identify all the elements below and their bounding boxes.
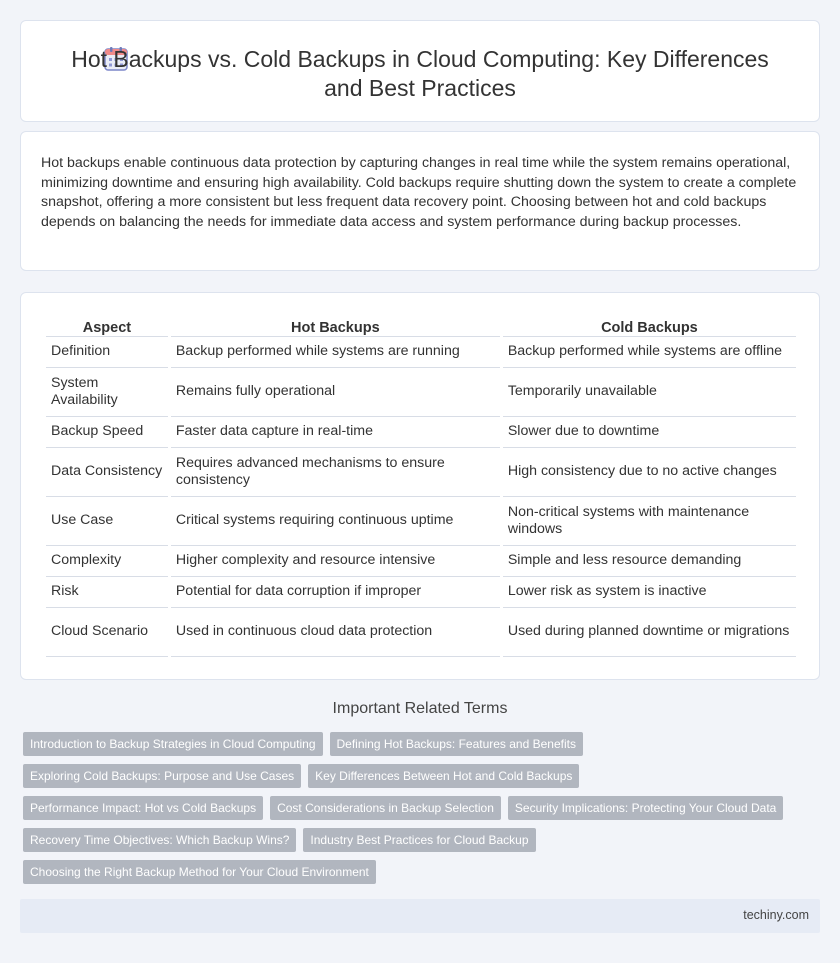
related-term-tag[interactable]: Key Differences Between Hot and Cold Backups <box>308 764 579 788</box>
cell-aspect: Complexity <box>46 546 168 577</box>
related-terms-list <box>23 732 803 892</box>
table-row <box>46 608 796 657</box>
cell-cold: Lower risk as system is inactive <box>503 577 796 608</box>
cell-aspect: Backup Speed <box>46 417 168 448</box>
header-aspect: Aspect <box>46 315 168 337</box>
cell-hot: Requires advanced mechanisms to ensure consistency <box>171 448 500 497</box>
cell-hot: Critical systems requiring continuous uptime <box>171 497 500 546</box>
related-term-tag[interactable]: Choosing the Right Backup Method for Your Cloud Environment <box>23 860 376 884</box>
cell-hot: Higher complexity and resource intensive <box>171 546 500 577</box>
summary-card <box>20 131 820 271</box>
table-row <box>46 546 796 577</box>
cell-aspect: Use Case <box>46 497 168 546</box>
cell-hot: Faster data capture in real-time <box>171 417 500 448</box>
cell-cold: Backup performed while systems are offline <box>503 337 796 368</box>
cell-aspect: System Availability <box>46 368 168 417</box>
comparison-table <box>43 315 799 657</box>
cell-cold: Slower due to downtime <box>503 417 796 448</box>
cell-hot: Backup performed while systems are running <box>171 337 500 368</box>
related-term-tag[interactable]: Recovery Time Objectives: Which Backup Wins? <box>23 828 296 852</box>
page-title: Hot Backups vs. Cold Backups in Cloud Computing: Key Differences and Best Practices <box>71 46 769 101</box>
table-row <box>46 497 796 546</box>
table-row <box>46 417 796 448</box>
cell-aspect: Data Consistency <box>46 448 168 497</box>
cell-aspect: Definition <box>46 337 168 368</box>
cell-aspect: Risk <box>46 577 168 608</box>
table-header-row <box>46 315 796 337</box>
related-term-tag[interactable]: Exploring Cold Backups: Purpose and Use Cases <box>23 764 301 788</box>
related-term-tag[interactable]: Cost Considerations in Backup Selection <box>270 796 501 820</box>
table-row <box>46 448 796 497</box>
footer-site-link[interactable]: techiny.com <box>743 908 809 922</box>
table-row <box>46 368 796 417</box>
header-card <box>20 20 820 122</box>
cell-aspect: Cloud Scenario <box>46 608 168 657</box>
related-term-tag[interactable]: Introduction to Backup Strategies in Cloud Computing <box>23 732 323 756</box>
header-cold-backups: Cold Backups <box>503 315 796 337</box>
related-term-tag[interactable]: Industry Best Practices for Cloud Backup <box>303 828 535 852</box>
cell-cold: Simple and less resource demanding <box>503 546 796 577</box>
header-hot-backups: Hot Backups <box>171 315 500 337</box>
cell-cold: Non-critical systems with maintenance windows <box>503 497 796 546</box>
related-terms-title: Important Related Terms <box>332 700 508 717</box>
comparison-table-card <box>20 292 820 680</box>
cell-hot: Used in continuous cloud data protection <box>171 608 500 657</box>
cell-cold: Temporarily unavailable <box>503 368 796 417</box>
cell-hot: Potential for data corruption if improper <box>171 577 500 608</box>
related-term-tag[interactable]: Defining Hot Backups: Features and Benefits <box>330 732 583 756</box>
summary-text: Hot backups enable continuous data protection by capturing changes in real time while the system remains operational, minimizing downtime and ensuring high availability. Cold backups require shutting down the system to create a complete snapshot, offering a more consistent but less frequent data recovery point. Choosing between hot and cold backups depends on balancing the needs for immediate data access and system performance during backup processes. <box>41 155 797 231</box>
cell-cold: High consistency due to no active changes <box>503 448 796 497</box>
table-row <box>46 337 796 368</box>
footer <box>20 899 820 933</box>
table-row <box>46 577 796 608</box>
related-term-tag[interactable]: Security Implications: Protecting Your Cloud Data <box>508 796 783 820</box>
related-term-tag[interactable]: Performance Impact: Hot vs Cold Backups <box>23 796 263 820</box>
cell-hot: Remains fully operational <box>171 368 500 417</box>
cell-cold: Used during planned downtime or migrations <box>503 608 796 657</box>
